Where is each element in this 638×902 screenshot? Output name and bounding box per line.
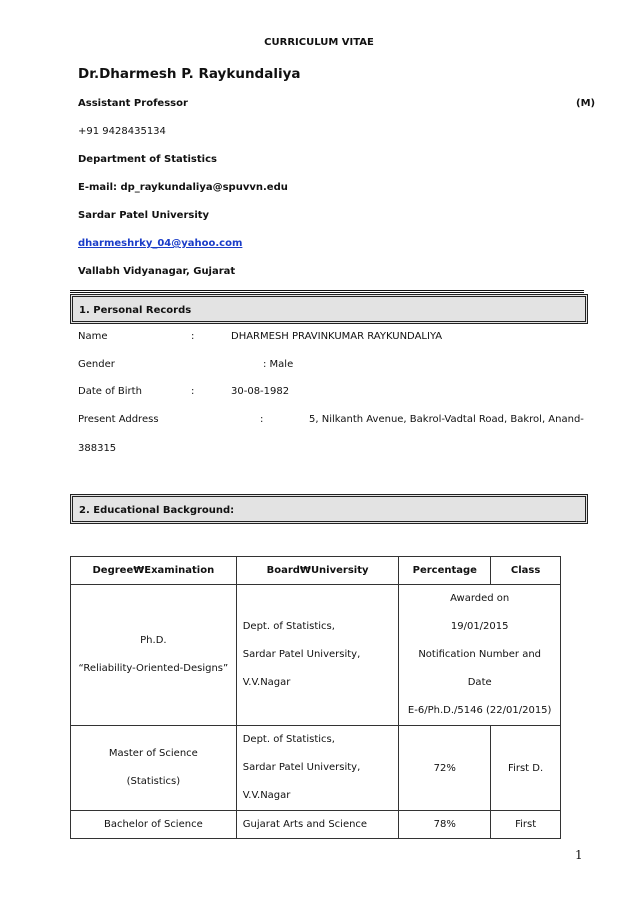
percentage-cell: 78% (399, 811, 491, 839)
table-row (71, 726, 561, 811)
header-degree: Degree₩Examination (71, 557, 237, 585)
address-label: Present Address (78, 414, 159, 425)
name-value: DHARMESH PRAVINKUMAR RAYKUNDALIYA (231, 331, 443, 342)
header-class: Class (491, 557, 561, 585)
board-cell: Dept. of Statistics, Sardar Patel University, V.V.Nagar (236, 726, 399, 811)
dob-value: 30-08-1982 (231, 386, 290, 397)
class-cell: First D. (491, 726, 561, 811)
email-text: E-mail: dp_raykundaliya@spuvvn.edu (78, 182, 288, 193)
award-cell: Awarded on 19/01/2015 Notification Number and Date E-6/Ph.D./5146 (22/01/2015) (399, 585, 561, 726)
person-name: Dr.Dharmesh P. Raykundaliya (78, 66, 301, 82)
board-cell: Gujarat Arts and Science (236, 811, 399, 839)
table-row (71, 585, 561, 726)
section-heading: 2. Educational Background: (79, 505, 235, 516)
section-educational-background (70, 494, 588, 524)
degree-cell: Bachelor of Science (71, 811, 237, 839)
section-personal-records (70, 294, 588, 324)
degree-cell: Master of Science (Statistics) (71, 726, 237, 811)
header-percentage: Percentage (399, 557, 491, 585)
table-row (71, 811, 561, 839)
address-continuation: 388315 (78, 443, 117, 454)
address-separator: : (260, 414, 264, 425)
department-name: Department of Statistics (78, 154, 217, 165)
alt-email-link[interactable]: dharmeshrky_04@yahoo.com (78, 238, 243, 249)
gender-label: Gender (78, 359, 115, 370)
dob-label: Date of Birth (78, 386, 142, 397)
degree-cell: Ph.D. “Reliability-Oriented-Designs” (71, 585, 237, 726)
name-separator: : (191, 331, 195, 342)
class-cell: First (491, 811, 561, 839)
address-value: 5, Nilkanth Avenue, Bakrol-Vadtal Road, Bakrol, Anand- (309, 414, 584, 425)
education-table (70, 556, 561, 839)
gender-code: (M) (576, 98, 596, 109)
header-divider (70, 290, 584, 293)
position-title: Assistant Professor (78, 98, 188, 109)
page-number: 1 (575, 848, 583, 862)
phone-number: +91 9428435134 (78, 126, 166, 137)
university-name: Sardar Patel University (78, 210, 210, 221)
dob-separator: : (191, 386, 195, 397)
gender-value: : Male (263, 359, 294, 370)
board-cell: Dept. of Statistics, Sardar Patel University, V.V.Nagar (236, 585, 399, 726)
location-text: Vallabh Vidyanagar, Gujarat (78, 266, 236, 277)
percentage-cell: 72% (399, 726, 491, 811)
header-board: Board₩University (236, 557, 399, 585)
table-header-row (71, 557, 561, 585)
document-title: CURRICULUM VITAE (264, 37, 374, 48)
name-label: Name (78, 331, 108, 342)
section-heading: 1. Personal Records (79, 305, 192, 316)
